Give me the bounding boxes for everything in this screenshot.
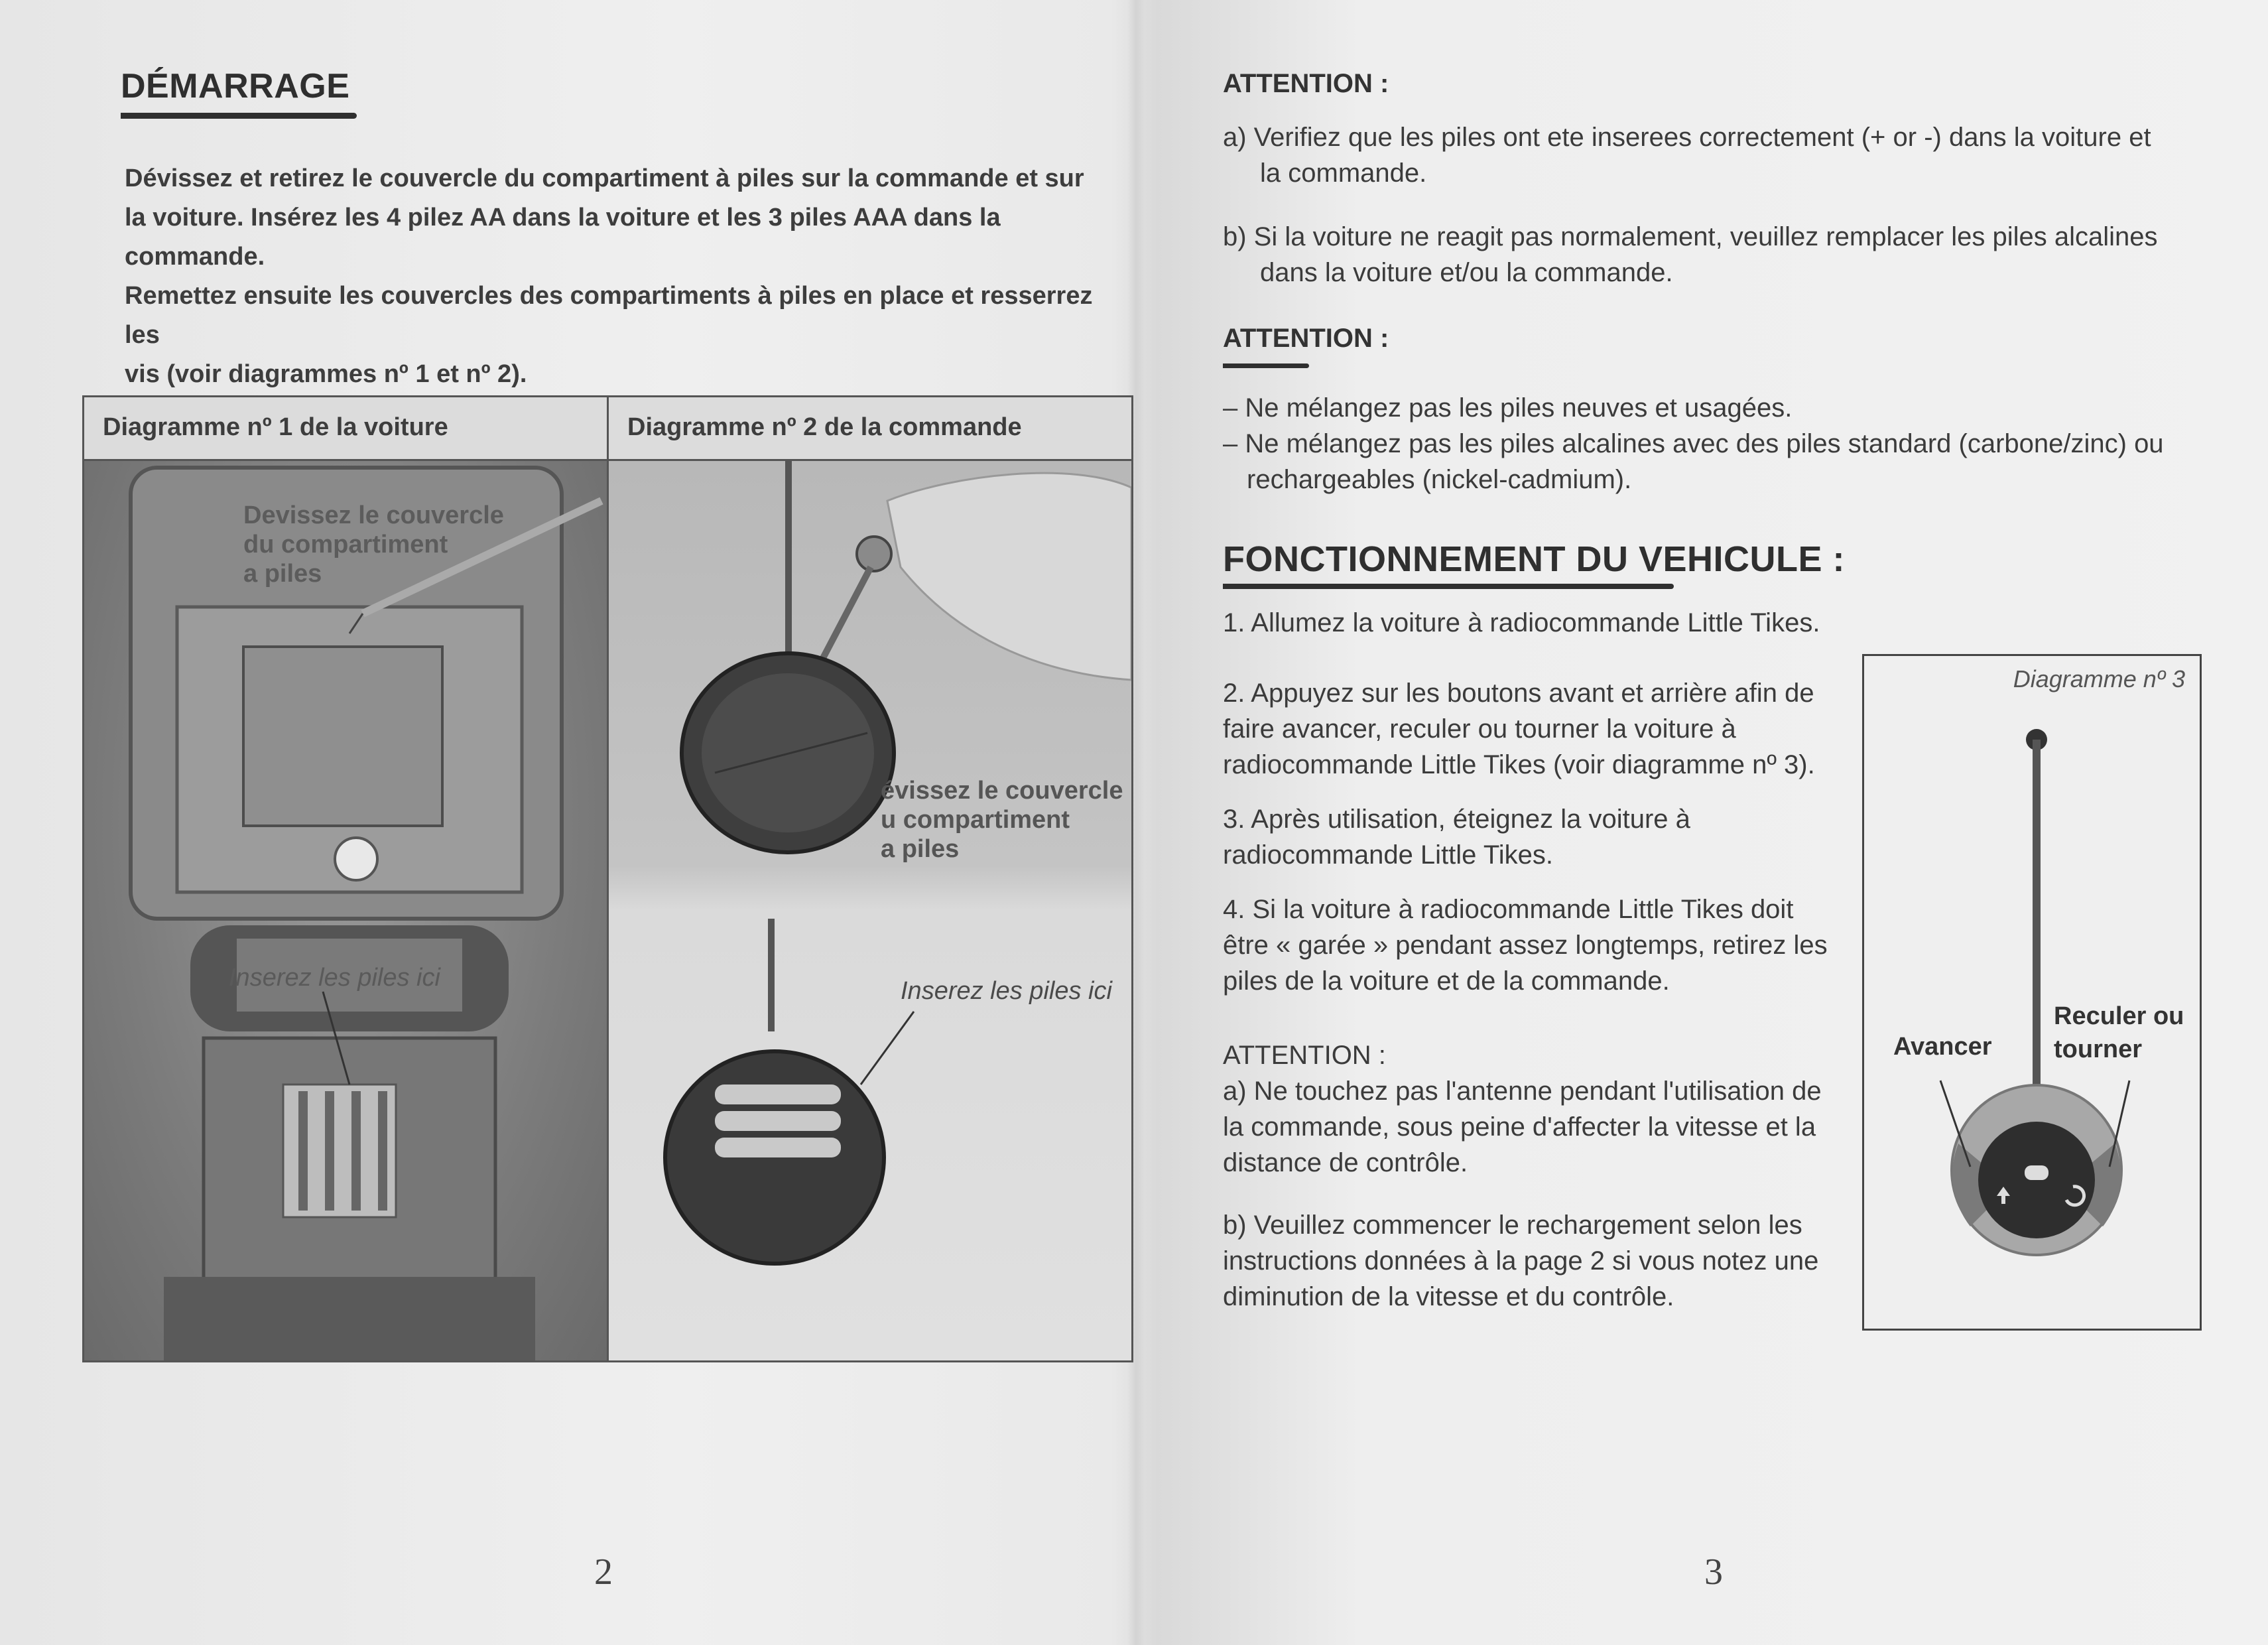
car-unscrew-line: du compartiment xyxy=(243,531,448,559)
remote-unscrew-line: a piles xyxy=(881,835,960,863)
attention2-item: – Ne mélangez pas les piles alcalines avec des piles standard (carbone/zinc) ou rechargeables (nickel-cadmium). xyxy=(1223,429,2164,494)
attention3-item-b: b) Veuillez commencer le rechargement selon les instructions données à la page 2 si vous notez une diminution de la vitesse et du contrôle. xyxy=(1223,1211,1819,1311)
title-underline xyxy=(121,113,357,119)
remote-unscrew-label xyxy=(881,776,1123,864)
diagram-panel xyxy=(82,395,1133,1362)
reverse-line: Reculer ou xyxy=(2054,1002,2184,1030)
fonctionnement-title: FONCTIONNEMENT DU VEHICULE : xyxy=(1223,539,1845,579)
remote-insert-label: Inserez les piles ici xyxy=(901,977,1112,1005)
diagram3-title: Diagramme nº 3 xyxy=(2013,665,2185,692)
car-unscrew-line: Devissez le couvercle xyxy=(243,501,504,529)
diagram3-forward-label: Avancer xyxy=(1893,1033,1992,1061)
attention2-list xyxy=(1223,390,2204,497)
step-item: 4. Si la voiture à radiocommande Little Tikes doit être « garée » pendant assez longtemps, retirez les piles de la voiture et de la commande. xyxy=(1223,895,1828,996)
demarrage-title: DÉMARRAGE xyxy=(121,67,350,105)
diagram3-box xyxy=(1862,654,2202,1331)
intro-line: Dévissez et retirez le couvercle du compartiment à piles sur la commande et sur xyxy=(125,164,1084,192)
attention3-heading: ATTENTION : xyxy=(1223,1041,1386,1070)
car-unscrew-line: a piles xyxy=(243,560,322,588)
attention1-item: a) Verifiez que les piles ont ete inserees correctement (+ or -) dans la voiture et la commande. xyxy=(1223,123,2151,188)
step-item: 3. Après utilisation, éteignez la voiture à radiocommande Little Tikes. xyxy=(1223,805,1690,870)
car-underside-illustration xyxy=(84,461,607,1360)
intro-line: Remettez ensuite les couvercles des compartiments à piles en place et resserrez les xyxy=(125,282,1093,349)
car-unscrew-label xyxy=(243,501,504,588)
attention3-item-a: a) Ne touchez pas l'antenne pendant l'utilisation de la commande, sous peine d'affecter la vitesse et la distance de contrôle. xyxy=(1223,1077,1822,1177)
attention1-list xyxy=(1223,119,2178,291)
remote-unscrew-line: u compartiment xyxy=(881,806,1070,834)
diagram1-header: Diagramme nº 1 de la voiture xyxy=(84,397,607,461)
car-insert-label: Inserez les piles ici xyxy=(229,964,440,992)
page-number-left: 2 xyxy=(594,1551,613,1593)
diagram2-header: Diagramme nº 2 de la commande xyxy=(609,397,1131,461)
diagram3-reverse-label xyxy=(2054,1000,2184,1066)
intro-line: la voiture. Insérez les 4 pilez AA dans la voiture et les 3 piles AAA dans la commande. xyxy=(125,204,1001,271)
reverse-line: tourner xyxy=(2054,1035,2142,1063)
attention1-heading: ATTENTION : xyxy=(1223,69,1389,98)
page-number-right: 3 xyxy=(1704,1551,1723,1593)
attention2-heading: ATTENTION : xyxy=(1223,324,1389,353)
fonctionnement-underline xyxy=(1223,584,1674,589)
attention2-item: – Ne mélangez pas les piles neuves et usagées. xyxy=(1223,393,1793,423)
demarrage-intro xyxy=(125,159,1133,394)
attention2-underline xyxy=(1223,363,1309,368)
remote-illustration xyxy=(609,461,1131,1360)
attention1-item: b) Si la voiture ne reagit pas normalement, veuillez remplacer les piles alcalines dans la voiture et/ou la commande. xyxy=(1223,222,2158,287)
steps-list xyxy=(1223,605,1846,1315)
remote-unscrew-line: évissez le couvercle xyxy=(881,777,1123,805)
step-item: 1. Allumez la voiture à radiocommande Little Tikes. xyxy=(1223,608,1820,637)
remote-photo xyxy=(609,461,1131,1360)
intro-line: vis (voir diagrammes nº 1 et nº 2). xyxy=(125,360,527,388)
car-photo xyxy=(84,461,607,1360)
remote-control-diagram xyxy=(1864,656,2200,1329)
step-item: 2. Appuyez sur les boutons avant et arrière afin de faire avancer, reculer ou tourner la voiture à radiocommande Little Tikes (voir diagramme nº 3). xyxy=(1223,679,1815,779)
